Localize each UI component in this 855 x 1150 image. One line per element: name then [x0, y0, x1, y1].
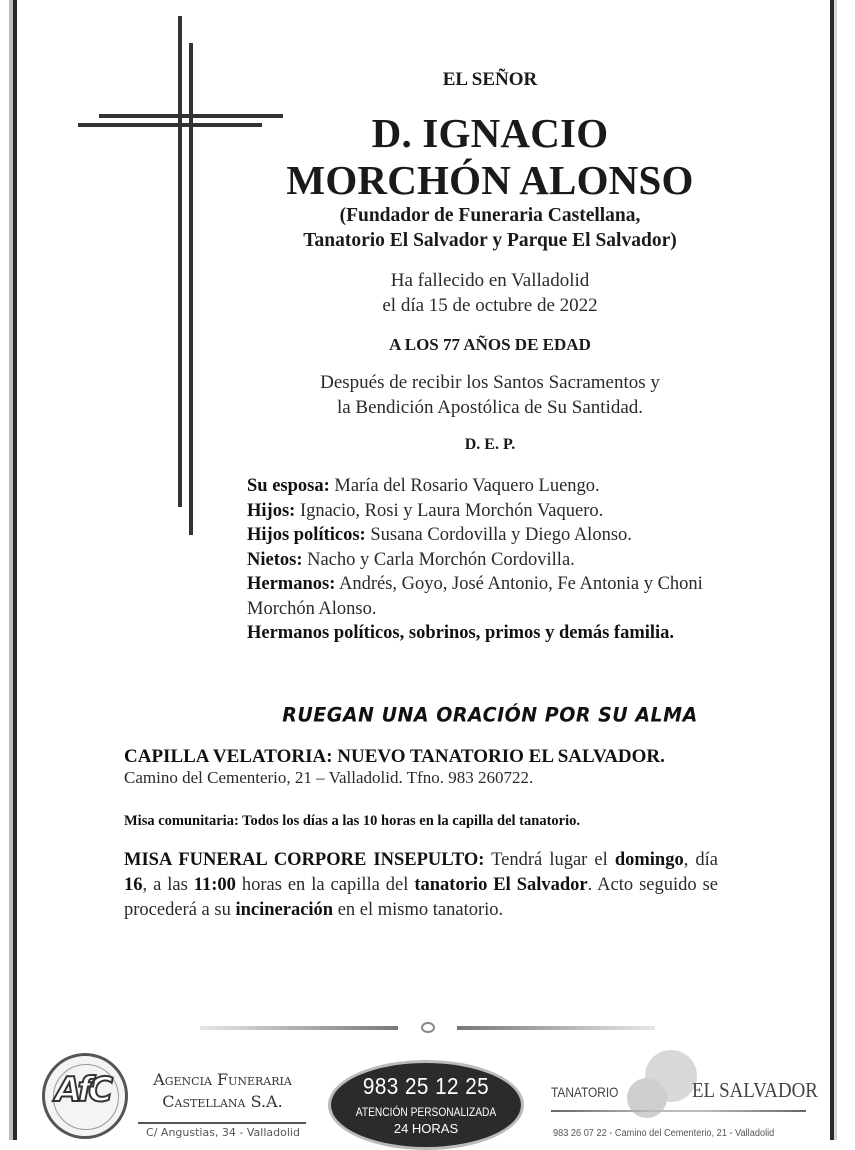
- funeral-text: horas en la capilla del: [235, 875, 415, 895]
- family-value: María del Rosario Vaquero Luengo.: [329, 476, 600, 496]
- phone-badge: [328, 1060, 524, 1150]
- name-line-1: D. IGNACIO: [371, 110, 609, 156]
- family-item: Hermanos políticos, sobrinos, primos y demás familia.: [247, 623, 675, 643]
- family-item: [247, 548, 717, 573]
- death-date: el día 15 de octubre de 2022: [382, 295, 598, 316]
- page-border-shadow: [834, 0, 837, 1140]
- divider-ornament-icon: [421, 1022, 435, 1033]
- funeral-time: 11:00: [193, 875, 236, 895]
- phone-hours: 24 HORAS: [393, 1121, 459, 1136]
- agency-name-line-2: Castellana S.A.: [162, 1092, 283, 1111]
- funeral-text: , día: [683, 850, 719, 870]
- community-mass: Misa comunitaria: Todos los días a las 10 horas en la capilla del tanatorio.: [124, 813, 580, 829]
- family-value: Susana Cordovilla y Diego Alonso.: [365, 525, 632, 545]
- funeral-date: 16: [124, 875, 143, 895]
- family-label: Hijos:: [247, 500, 296, 521]
- family-item: [247, 499, 717, 524]
- founder-line-2: Tanatorio El Salvador y Parque El Salvador): [303, 230, 677, 251]
- family-value: Andrés, Goyo, José Antonio, Fe Antonia y Choni Morchón Alonso.: [247, 574, 703, 619]
- tanatorio-rule: [551, 1110, 806, 1112]
- founder-line-1: (Fundador de Funeraria Castellana,: [339, 205, 641, 226]
- deceased-name: [240, 110, 740, 204]
- prayer-request: RUEGAN UNA ORACIÓN POR SU ALMA: [282, 703, 698, 727]
- family-list: [247, 474, 717, 646]
- funeral-text: Tendrá lugar el: [484, 850, 615, 870]
- sacraments: [240, 370, 740, 420]
- divider-line: [200, 1026, 398, 1030]
- agency-address: C/ Angustias, 34 - Valladolid: [146, 1126, 300, 1139]
- funeral-text: . Acto seguido se procederá a su: [124, 875, 718, 920]
- tanatorio-address: 983 26 07 22 - Camino del Cementerio, 21 - Valladolid: [553, 1128, 775, 1139]
- agency-rule: [138, 1122, 306, 1124]
- tanatorio-label: TANATORIO: [551, 1084, 619, 1100]
- agency-name: [140, 1069, 305, 1113]
- funeral-text: en el mismo tanatorio.: [333, 900, 504, 920]
- family-label: Hermanos:: [247, 574, 336, 594]
- phone-number: 983 25 12 25: [362, 1073, 490, 1099]
- chapel-title: CAPILLA VELATORIA: NUEVO TANATORIO EL SALVADOR.: [124, 746, 665, 767]
- sacraments-line-1: Después de recibir los Santos Sacramentos y: [320, 372, 660, 393]
- honorific: EL SEÑOR: [442, 69, 538, 90]
- funeral-action: incineración: [235, 900, 334, 920]
- funeral-place: tanatorio El Salvador: [414, 875, 588, 895]
- family-item: [247, 572, 717, 621]
- funeral-day: domingo: [614, 850, 684, 870]
- death-info: [240, 268, 740, 318]
- age: A LOS 77 AÑOS DE EDAD: [389, 335, 591, 354]
- logo-monogram: AfC: [55, 1070, 110, 1110]
- family-item: [247, 523, 717, 548]
- page-border-left: [13, 0, 17, 1140]
- founder-note: [240, 203, 740, 253]
- phone-subtitle: ATENCIÓN PERSONALIZADA: [355, 1105, 497, 1119]
- family-item: [247, 474, 717, 499]
- sacraments-line-2: la Bendición Apostólica de Su Santidad.: [336, 397, 644, 418]
- agency-logo-icon: [42, 1053, 128, 1139]
- name-line-2: MORCHÓN ALONSO: [286, 157, 694, 203]
- funeral-label: MISA FUNERAL CORPORE INSEPULTO:: [124, 850, 485, 870]
- family-value: Nacho y Carla Morchón Cordovilla.: [302, 549, 575, 570]
- funeral-text: , a las: [142, 875, 194, 895]
- agency-name-line-1: Agencia Funeraria: [153, 1070, 292, 1089]
- funeral-mass-info: [124, 848, 718, 923]
- divider-line: [457, 1026, 655, 1030]
- chapel-address: Camino del Cementerio, 21 – Valladolid. Tfno. 983 260722.: [124, 768, 534, 787]
- family-value: Ignacio, Rosi y Laura Morchón Vaquero.: [295, 500, 604, 521]
- dove-icon: [627, 1078, 667, 1118]
- family-label: Hijos políticos:: [247, 525, 366, 545]
- family-label: Su esposa:: [247, 476, 330, 496]
- tanatorio-name: EL SALVADOR: [692, 1078, 818, 1102]
- family-label: Nietos:: [247, 549, 303, 570]
- death-place: Ha fallecido en Valladolid: [390, 270, 590, 291]
- rip-abbrev: D. E. P.: [464, 436, 516, 453]
